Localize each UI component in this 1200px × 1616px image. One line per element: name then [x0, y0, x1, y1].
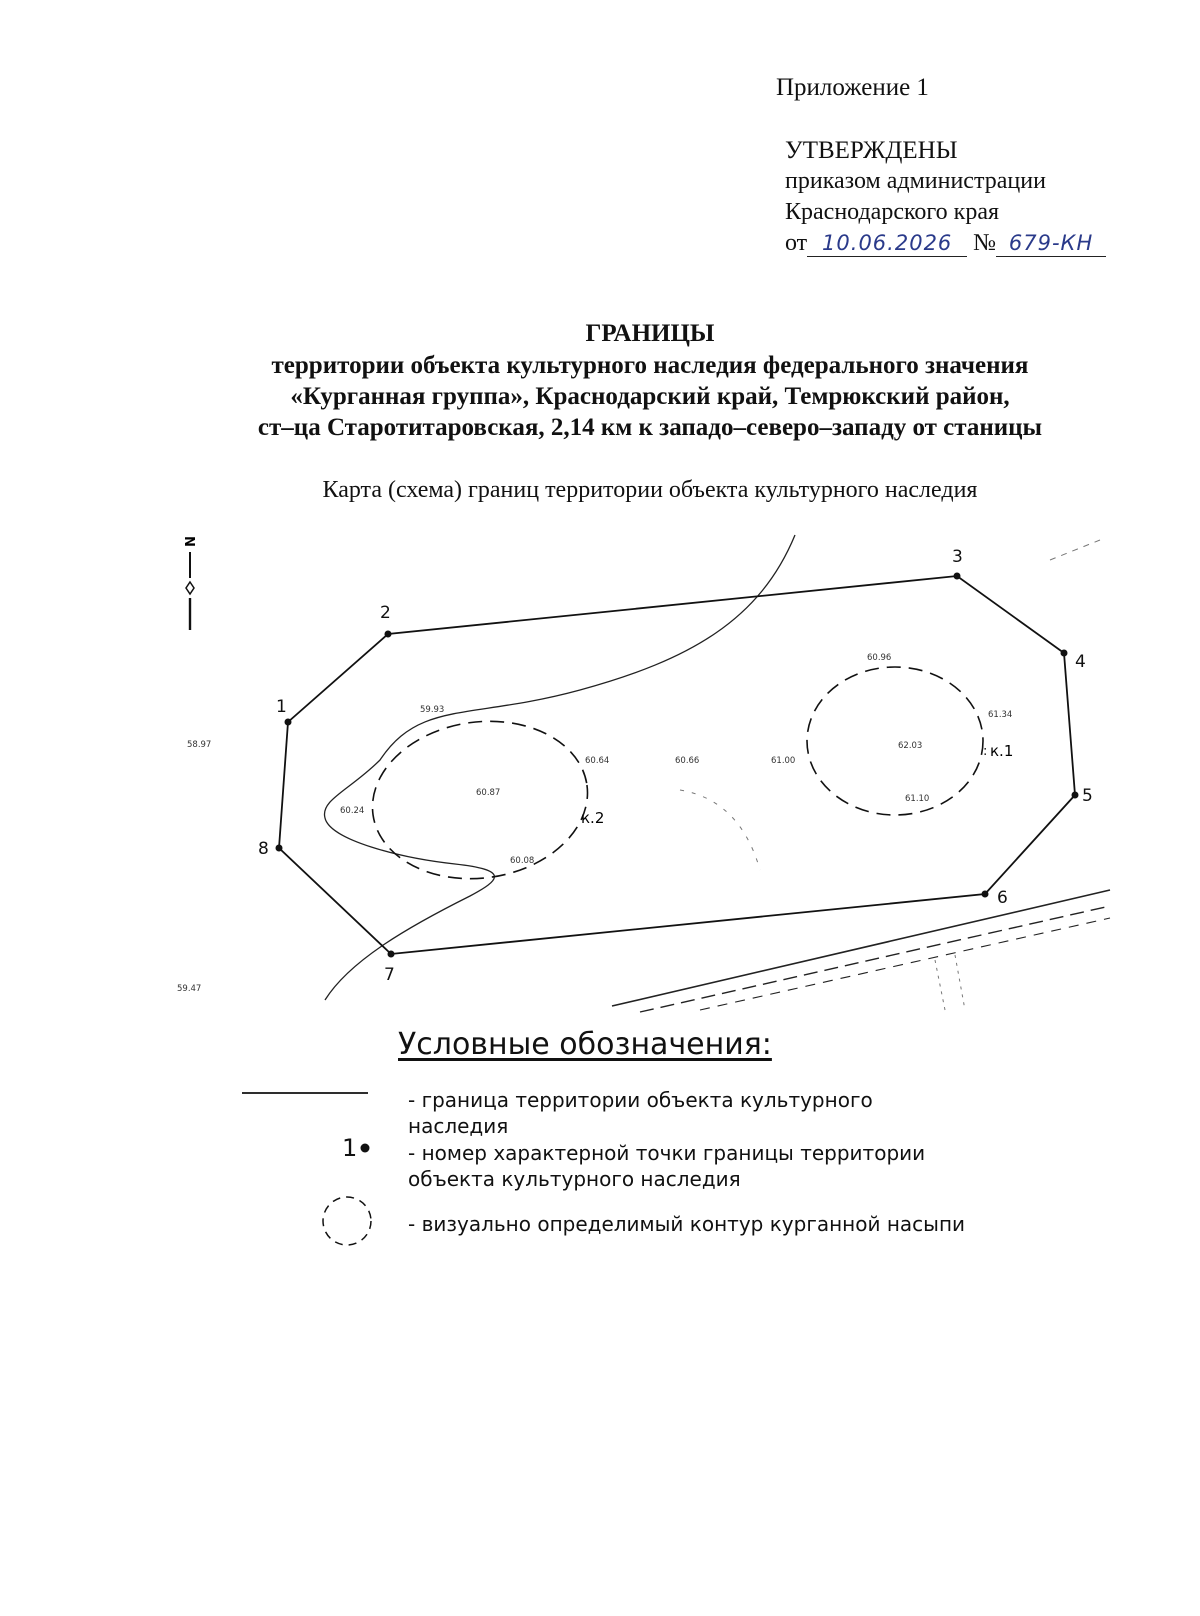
point-7-label: 7 [384, 965, 395, 985]
point-8-label: 8 [258, 839, 269, 859]
point-1-label: 1 [276, 697, 287, 717]
number-prefix: № [973, 230, 997, 256]
map-subtitle: Карта (схема) границ территории объекта культурного наследия [322, 477, 978, 503]
handwritten-date: 10.06.2026 [822, 231, 953, 255]
point-7-marker [388, 951, 395, 958]
elevation-label: 61.34 [988, 710, 1013, 720]
boundary-map [0, 520, 1200, 1020]
elevation-label: 61.10 [905, 794, 930, 804]
elevation-label: 60.64 [585, 756, 610, 766]
legend-point-text: - номер характерной точки границы территории объекта культурного наследия [408, 1141, 926, 1191]
north-label: N [181, 536, 196, 547]
approval-block [785, 135, 1106, 259]
point-4-marker [1061, 650, 1068, 657]
order-date-line [785, 228, 1106, 259]
title-line-2: «Курганная группа», Краснодарский край, Темрюкский район, [290, 383, 1010, 410]
approved-label: УТВЕРЖДЕНЫ [785, 137, 958, 164]
elevation-label: 60.87 [476, 788, 501, 798]
point-4-label: 4 [1075, 652, 1086, 672]
legend-contour-text: - визуально определимый контур курганной насыпи [408, 1212, 966, 1236]
point-2-label: 2 [380, 603, 391, 623]
mound-1-contour [807, 667, 983, 815]
document-heading: ГРАНИЦЫ [585, 320, 715, 347]
legend-title: Условные обозначения: [398, 1027, 772, 1062]
mound-1-label: к.1 [990, 742, 1014, 760]
point-6-marker [982, 891, 989, 898]
point-2-marker [385, 631, 392, 638]
elevation-label: 62.03 [898, 741, 923, 751]
appendix-label: Приложение 1 [776, 74, 929, 101]
elevation-label: 61.00 [771, 756, 796, 766]
mound-2-label: к.2 [581, 809, 605, 827]
title-line-3: ст–ца Старотитаровская, 2,14 км к западо–северо–западу от станицы [257, 414, 1043, 441]
point-3-marker [954, 573, 961, 580]
elevation-label: 58.97 [187, 740, 212, 750]
legend-point-number: 1 [342, 1134, 358, 1162]
point-3-label: 3 [952, 547, 963, 567]
title-line-1: территории объекта культурного наследия федерального значения [271, 352, 1029, 379]
legend-contour-icon [318, 1192, 376, 1250]
elevation-label: 60.66 [675, 756, 700, 766]
road [612, 890, 1110, 1012]
order-line-1: приказом администрации [785, 168, 1046, 194]
elevation-label: 60.96 [867, 653, 892, 663]
north-arrow [181, 536, 196, 630]
legend-point-dot [358, 1141, 372, 1155]
elevation-label: 60.08 [510, 856, 535, 866]
point-1-marker [285, 719, 292, 726]
date-prefix: от [785, 230, 808, 256]
point-6-label: 6 [997, 888, 1008, 908]
elevation-label: 59.93 [420, 705, 445, 715]
legend-boundary-text: - граница территории объекта культурного наследия [408, 1088, 873, 1138]
point-8-marker [276, 845, 283, 852]
elevation-label: 60.24 [340, 806, 365, 816]
legend-boundary-line [240, 1088, 370, 1098]
handwritten-number: 679-КН [1008, 231, 1094, 255]
svg-text::: : [983, 744, 988, 759]
mound-2-contour [362, 708, 598, 893]
point-5-marker [1072, 792, 1079, 799]
gully-line [324, 535, 795, 1000]
order-line-2: Краснодарского края [785, 199, 1000, 225]
point-5-label: 5 [1082, 786, 1093, 806]
elevation-label: 59.47 [177, 984, 202, 994]
